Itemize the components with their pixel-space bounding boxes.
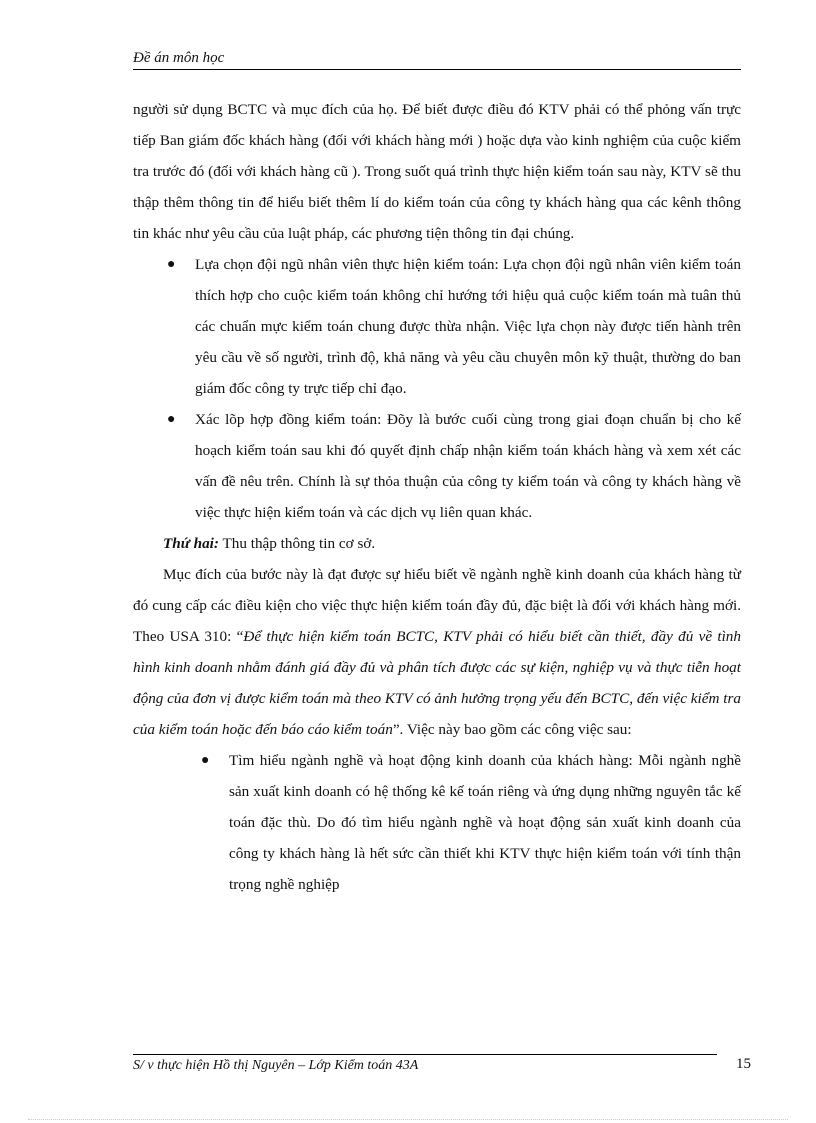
bullet-list-2 [133, 745, 741, 900]
list-item [133, 249, 741, 404]
section-label: Thứ hai: [163, 535, 219, 552]
list-item [133, 404, 741, 528]
page-edge-divider [28, 1119, 788, 1120]
bullet-icon: ● [167, 257, 176, 272]
bullet-icon: ● [201, 753, 210, 768]
page-body [133, 94, 741, 900]
purpose-outro: ”. Việc này bao gồm các công việc sau: [392, 721, 632, 738]
section-title: Thu thập thông tin cơ sở. [218, 535, 376, 552]
list-item-text: Tìm hiểu ngành nghề và hoạt động kinh doanh của khách hàng: Mỗi ngành nghề sản xuất kinh doanh có hệ thống kê kế toán riêng và ứng dụng những nguyên tắc kế toán đặc thù. Do đó tìm hiểu ngành nghề và hoạt động sản xuất kinh doanh của công ty khách hàng là hết sức cần thiết khi KTV thực hiện kiểm toán với tính thận trọng nghề nghiệp [229, 752, 741, 893]
bullet-icon: ● [167, 412, 176, 427]
page-number: 15 [736, 1056, 751, 1072]
page-header [133, 50, 741, 70]
purpose-intro: Mục đích của bước này là đạt được sự hiểu biết về ngành nghề kinh doanh của khách hàng từ đó cung cấp các điều kiện cho việc thực hiện kiểm toán đầy đủ, đặc biệt là đối với khách hàng mới. Theo USA 310: “ [133, 566, 741, 645]
header-title: Đề án môn học [133, 50, 225, 66]
purpose-paragraph [133, 559, 741, 745]
footer-author: S/ v thực hiện Hồ thị Nguyên – Lớp Kiểm toán 43A [133, 1058, 419, 1073]
list-item [133, 745, 741, 900]
section-heading [133, 528, 741, 559]
page-footer [133, 1054, 717, 1074]
intro-paragraph: người sử dụng BCTC và mục đích của họ. Để biết được điều đó KTV phải có thể phỏng vấn trực tiếp Ban giám đốc khách hàng (đối với khách hàng mới ) hoặc dựa vào kinh nghiệm của cuộc kiểm tra trước đó (đối với khách hàng cũ ). Trong suốt quá trình thực hiện kiểm toán sau này, KTV sẽ thu thập thêm thông tin để hiểu biết thêm lí do kiểm toán của công ty khách hàng qua các kênh thông tin khác như yêu cầu của luật pháp, các phương tiện thông tin đại chúng. [133, 101, 741, 242]
list-item-text: Xác lõp hợp đồng kiểm toán: Đõy là bước cuối cùng trong giai đoạn chuẩn bị cho kế hoạch kiểm toán sau khi đó quyết định chấp nhận kiểm toán khách hàng và xem xét các vấn đề nêu trên. Chính là sự thỏa thuận của công ty kiểm toán và công ty khách hàng về việc thực hiện kiểm toán và các dịch vụ liên quan khác. [195, 411, 741, 521]
bullet-list-1 [133, 249, 741, 528]
purpose-quote: Để thực hiện kiểm toán BCTC, KTV phải có hiểu biết cần thiết, đầy đủ về tình hình kinh doanh nhằm đánh giá đầy đủ và phân tích được các sự kiện, nghiệp vụ và thực tiễn hoạt động của đơn vị được kiểm toán mà theo KTV có ảnh hưởng trọng yếu đến BCTC, đến việc kiểm tra của kiểm toán hoặc đến báo cáo kiểm toán [133, 628, 741, 738]
list-item-text: Lựa chọn đội ngũ nhân viên thực hiện kiểm toán: Lựa chọn đội ngũ nhân viên kiểm toán thích hợp cho cuộc kiểm toán không chỉ hướng tới hiệu quả cuộc kiểm toán mà tuân thủ các chuẩn mực kiểm toán chung được thừa nhận. Việc lựa chọn này được tiến hành trên yêu cầu về số người, trình độ, khả năng và yêu cầu chuyên môn kỹ thuật, thường do ban giám đốc công ty trực tiếp chỉ đạo. [195, 256, 741, 397]
